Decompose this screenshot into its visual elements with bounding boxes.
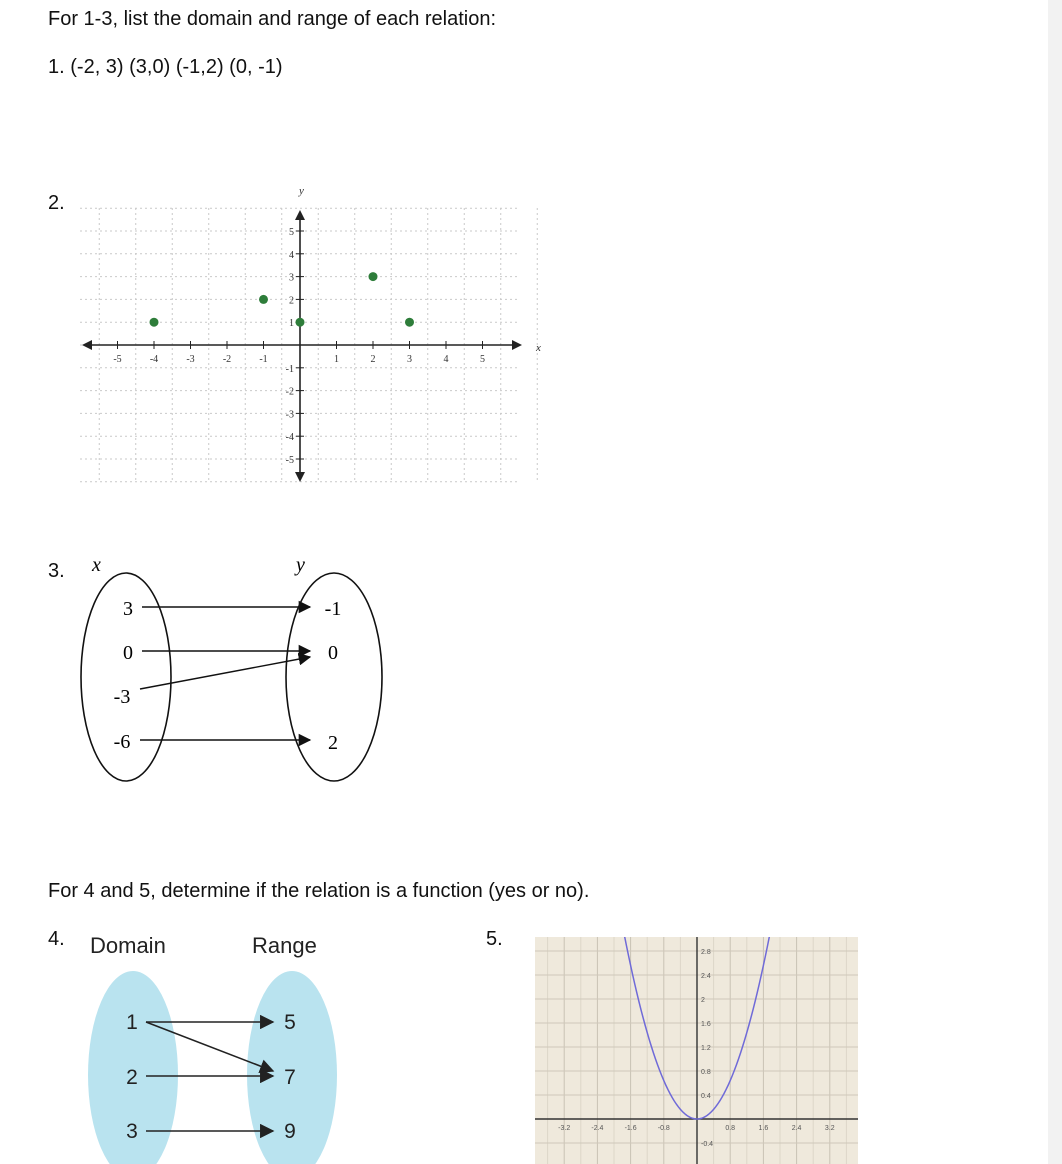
- data-point: [296, 318, 305, 327]
- x-tick-label: -2: [222, 354, 232, 365]
- data-point: [405, 318, 414, 327]
- x-tick-label: 2.4: [791, 1125, 802, 1132]
- y-tick-label: 2: [701, 997, 705, 1004]
- domain-value: 0: [123, 642, 133, 664]
- instructions-1-3: For 1-3, list the domain and range of each relation:: [48, 8, 497, 30]
- domain-value: 3: [123, 598, 133, 620]
- y-tick-label: 4: [289, 249, 294, 261]
- x-tick-label: -5: [113, 354, 122, 365]
- data-point: [150, 318, 159, 327]
- x-tick-label: 2: [370, 354, 376, 365]
- diagram-label-y: y: [296, 554, 305, 576]
- range-title: Range: [252, 933, 317, 958]
- instructions-4-5: For 4 and 5, determine if the relation is a function (yes or no).: [48, 880, 590, 902]
- question-4-mapping-diagram: [80, 925, 360, 1164]
- x-tick-label: 3.2: [824, 1125, 835, 1132]
- x-tick-label: -3.2: [558, 1125, 571, 1132]
- x-tick-label: -1: [259, 354, 268, 365]
- y-tick-label: -0.4: [701, 1141, 714, 1148]
- range-value: 9: [284, 1120, 296, 1143]
- y-tick-label: 0.4: [701, 1093, 711, 1100]
- range-value: 7: [284, 1066, 296, 1089]
- domain-value: -6: [113, 731, 131, 753]
- range-value: 2: [328, 732, 338, 754]
- x-tick-label: 1.6: [758, 1125, 769, 1132]
- mapping-arrow: [140, 657, 310, 689]
- domain-value: -3: [113, 686, 131, 708]
- x-axis-arrow-right: [512, 340, 522, 350]
- x-tick-label: -1.6: [624, 1125, 637, 1132]
- y-tick-label: 3: [289, 272, 294, 284]
- diagram-label-x: x: [92, 554, 101, 576]
- x-tick-label: 4: [443, 354, 449, 365]
- y-tick-label: 0.8: [701, 1069, 711, 1076]
- y-tick-label: 1: [289, 318, 294, 330]
- question-1: [48, 56, 283, 79]
- y-tick-label: 5: [289, 227, 294, 238]
- y-axis-arrow-down: [295, 472, 305, 482]
- y-tick-label: 2.8: [701, 949, 711, 956]
- domain-title: Domain: [90, 933, 166, 958]
- y-tick-label: 2: [289, 295, 294, 307]
- question-1-pairs: (-2, 3) (3,0) (-1,2) (0, -1): [70, 56, 283, 78]
- y-tick-label: 2.4: [701, 973, 711, 980]
- x-tick-label: 1: [334, 354, 339, 365]
- y-tick-label: -2: [285, 386, 294, 398]
- question-2-number: 2.: [48, 192, 65, 214]
- scrollbar-track[interactable]: [1048, 0, 1062, 1164]
- question-5-number: 5.: [486, 928, 503, 950]
- question-2-coordinate-graph: [70, 178, 550, 490]
- question-1-number: 1.: [48, 56, 65, 78]
- y-tick-label: 1.2: [701, 1045, 711, 1052]
- y-tick-label: -5: [285, 455, 294, 466]
- x-tick-label: -3: [186, 354, 195, 365]
- question-3-number: 3.: [48, 560, 65, 582]
- data-point: [369, 272, 378, 281]
- range-value: -1: [324, 598, 342, 620]
- range-value: 5: [284, 1011, 296, 1034]
- range-value: 0: [328, 642, 338, 664]
- question-4-number: 4.: [48, 928, 65, 950]
- y-axis-arrow-up: [295, 210, 305, 220]
- y-tick-label: 1.6: [701, 1021, 711, 1028]
- question-5-parabola-graph: [535, 937, 858, 1164]
- x-tick-label: -0.8: [657, 1125, 670, 1132]
- x-tick-label: 0.8: [725, 1125, 736, 1132]
- x-tick-label: -2.4: [591, 1125, 604, 1132]
- domain-value: 3: [126, 1120, 138, 1143]
- x-tick-label: 3: [407, 354, 412, 365]
- y-tick-label: -1: [285, 363, 294, 375]
- domain-value: 2: [126, 1066, 138, 1089]
- y-tick-label: -4: [285, 432, 294, 444]
- question-3-mapping-diagram: [70, 545, 400, 790]
- data-point: [259, 295, 268, 304]
- x-axis-label: x: [536, 342, 541, 354]
- x-tick-label: -4: [149, 354, 159, 365]
- y-tick-label: -3: [285, 409, 294, 421]
- domain-value: 1: [126, 1011, 138, 1034]
- x-tick-label: 5: [480, 354, 485, 365]
- y-axis-label: y: [299, 185, 304, 197]
- x-axis-arrow-left: [82, 340, 92, 350]
